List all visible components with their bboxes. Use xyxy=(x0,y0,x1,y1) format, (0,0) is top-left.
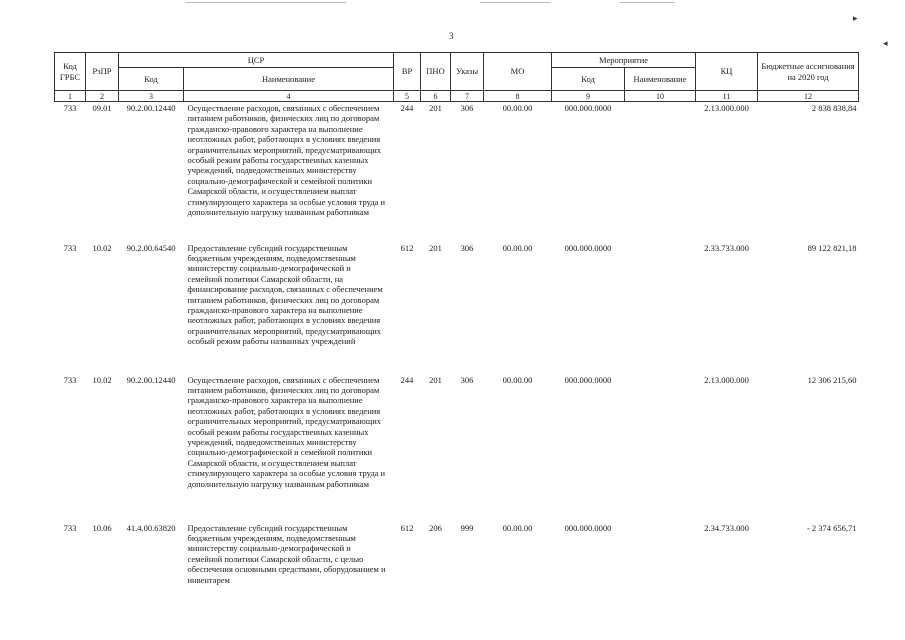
cell-mo: 00.00.00 xyxy=(502,103,533,113)
cell-vr: 244 xyxy=(400,374,414,385)
cell-pno: 201 xyxy=(429,242,442,253)
cell-csr: 90.2.00.12440 xyxy=(126,103,176,113)
cell-mo: 00.00.00 xyxy=(502,522,533,533)
cell-grbs: 733 xyxy=(63,522,77,533)
cell-pno: 201 xyxy=(429,374,442,385)
cell-name: Предоставление субсидий государственным бюджетным учреждениям, подведомственным министерству социально-демографической и семейной политики Самарской области, с целью обеспечения основными средствами, оборудованием и инвентарем xyxy=(187,522,386,585)
cell-mer-name xyxy=(625,522,696,592)
cell-rzpr: 10.06 xyxy=(92,522,112,533)
column-number: 8 xyxy=(484,91,552,102)
cell-rzpr: 09.01 xyxy=(92,103,112,113)
cell-csr: 90.2.00.12440 xyxy=(126,374,176,385)
cell-mer-kod: 000.000.0000 xyxy=(564,522,612,533)
table-row xyxy=(55,374,859,522)
column-number: 7 xyxy=(451,91,484,102)
cell-ukazy: 306 xyxy=(460,242,474,253)
cell-grbs: 733 xyxy=(63,242,77,253)
column-number: 11 xyxy=(696,91,758,102)
cell-ukazy: 306 xyxy=(460,103,474,113)
cell-ukazy: 999 xyxy=(460,522,474,533)
cell-sum: 89 122 821,18 xyxy=(807,242,857,253)
table-row xyxy=(55,102,859,242)
col-mer-name: Наименование xyxy=(625,68,696,91)
col-mo: МО xyxy=(484,53,552,91)
col-budget: Бюджетные ассигнования на 2020 год xyxy=(758,53,859,91)
col-kod-grbs: Код ГРБС xyxy=(55,53,86,91)
col-ukazy: Указы xyxy=(451,53,484,91)
column-number: 3 xyxy=(119,91,184,102)
column-number: 4 xyxy=(184,91,394,102)
cell-sum: 12 306 215,60 xyxy=(807,374,857,385)
col-csr-name: Наименование xyxy=(184,68,394,91)
cell-mer-kod: 000.000.0000 xyxy=(564,103,612,113)
cell-ukazy: 306 xyxy=(460,374,474,385)
scan-edge-line xyxy=(620,2,675,3)
scan-mark-top-right: ▸ xyxy=(853,13,858,23)
column-number: 9 xyxy=(552,91,625,102)
cell-mer-name xyxy=(625,374,696,522)
cell-rzpr: 10.02 xyxy=(92,374,112,385)
column-number: 6 xyxy=(421,91,451,102)
col-mer-kod: Код xyxy=(552,68,625,91)
column-number: 10 xyxy=(625,91,696,102)
cell-kc: 2.13.000.000 xyxy=(704,374,749,385)
col-vr: ВР xyxy=(394,53,421,91)
cell-kc: 2.33.733.000 xyxy=(704,242,749,253)
cell-name: Осуществление расходов, связанных с обеспечением питанием работников, физических лиц по договорам гражданско-правового характера на выполнение неотложных работ, работающих в условиях введения ограничительных мероприятий, предусматривающих особый режим работы государственных казенных учреждений, подведомственных министерству социально-демографической и семейной политики Самарской области, и осуществлением выплат стимулирующего характера за особые условия труда и дополнительную нагрузку названным работникам xyxy=(187,103,386,218)
cell-mo: 00.00.00 xyxy=(502,242,533,253)
cell-sum: 2 838 838,84 xyxy=(811,103,857,113)
col-meropriyatie: Мероприятие xyxy=(552,53,696,68)
cell-mer-kod: 000.000.0000 xyxy=(564,242,612,253)
cell-grbs: 733 xyxy=(63,103,77,113)
cell-vr: 244 xyxy=(400,103,414,113)
cell-mer-name xyxy=(625,102,696,242)
column-number: 12 xyxy=(758,91,859,102)
column-numbers-row xyxy=(55,91,859,102)
cell-csr: 90.2.00.64540 xyxy=(126,242,176,253)
cell-name: Предоставление субсидий государственным бюджетным учреждениям, подведомственным министерству социально-демографической и семейной политики Самарской области, на финансирование расходов, связанных с обеспечением питанием работников, физических лиц по договорам гражданско-правового характера на выполнение неотложных работ, работающих в условиях введения ограничительных мероприятий, предусматривающих особый режим работы названных учреждений xyxy=(187,242,383,347)
cell-mer-kod: 000.000.0000 xyxy=(564,374,612,385)
col-pno: ПНО xyxy=(421,53,451,91)
column-number: 5 xyxy=(394,91,421,102)
col-csr-kod: Код xyxy=(119,68,184,91)
cell-grbs: 733 xyxy=(63,374,77,385)
scan-edge-line xyxy=(186,2,346,3)
cell-mer-name xyxy=(625,242,696,374)
col-rzpr: РзПР xyxy=(86,53,119,91)
cell-mo: 00.00.00 xyxy=(502,374,533,385)
scan-mark-right: ◂ xyxy=(883,38,888,48)
cell-pno: 206 xyxy=(429,522,442,533)
cell-vr: 612 xyxy=(400,242,414,253)
budget-table xyxy=(54,52,859,592)
page-number: 3 xyxy=(449,31,454,41)
cell-name: Осуществление расходов, связанных с обеспечением питанием работников, физических лиц по договорам гражданско-правового характера на выполнение неотложных работ, работающих в условиях введения ограничительных мероприятий, предусматривающих особый режим работы государственных казенных учреждений, подведомственных министерству социально-демографической и семейной политики Самарской области, и осуществлением выплат стимулирующего характера за особые условия труда и дополнительную нагрузку названным работникам xyxy=(187,374,386,489)
cell-rzpr: 10.02 xyxy=(92,242,112,253)
column-number: 1 xyxy=(55,91,86,102)
table-row xyxy=(55,522,859,592)
column-number: 2 xyxy=(86,91,119,102)
table-row xyxy=(55,242,859,374)
cell-csr: 41.4.00.63820 xyxy=(126,522,176,533)
cell-kc: 2.34.733.000 xyxy=(704,522,749,533)
col-csr: ЦСР xyxy=(119,53,394,68)
cell-kc: 2.13.000.000 xyxy=(704,103,749,113)
cell-pno: 201 xyxy=(429,103,442,113)
cell-vr: 612 xyxy=(400,522,414,533)
col-kc: КЦ xyxy=(696,53,758,91)
cell-sum: - 2 374 656,71 xyxy=(806,522,857,533)
scan-edge-line xyxy=(480,2,550,3)
